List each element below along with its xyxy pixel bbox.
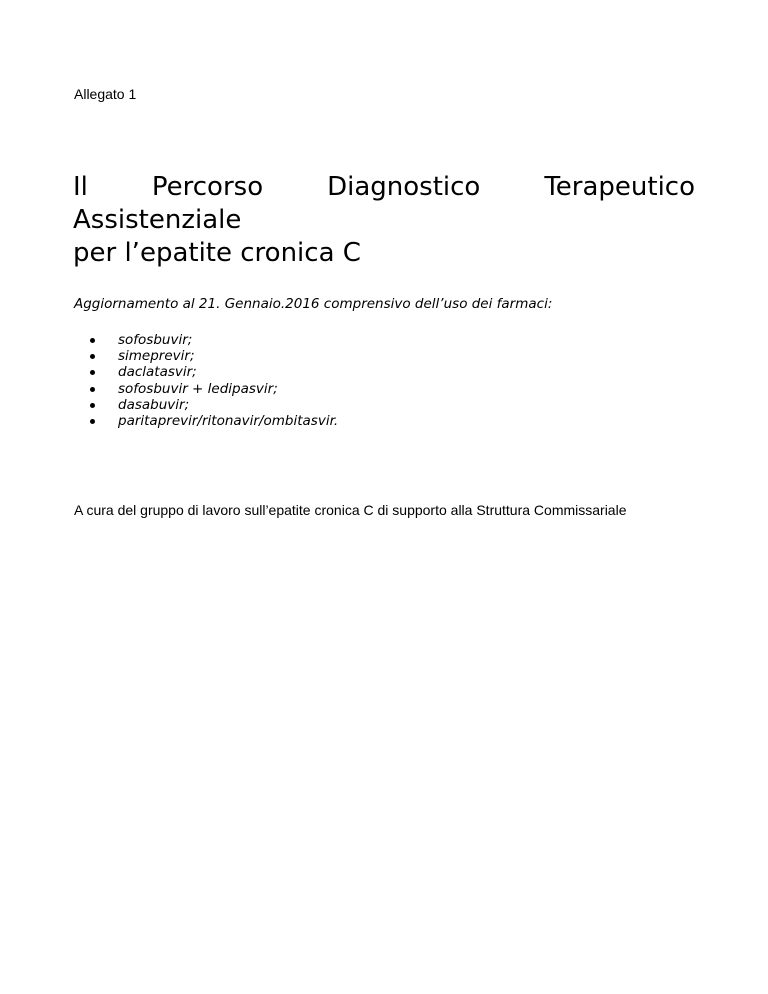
drug-name: sofosbuvir;	[118, 332, 193, 348]
drug-name: dasabuvir;	[118, 396, 190, 413]
document-title-line-1: Il Percorso Diagnostico Terapeutico Assistenziale	[73, 172, 695, 235]
drug-list	[90, 332, 338, 429]
bullet-icon	[90, 387, 95, 392]
bullet-icon	[90, 338, 95, 343]
bullet-icon	[90, 354, 95, 359]
drug-name: daclatasvir;	[118, 364, 197, 381]
document-title-line-2: per l’epatite cronica C	[73, 238, 361, 268]
bullet-icon	[90, 370, 95, 375]
list-item	[90, 413, 338, 429]
drug-name: simeprevir;	[118, 348, 195, 365]
list-item	[90, 381, 338, 397]
bullet-icon	[90, 419, 95, 424]
list-item	[90, 364, 338, 380]
list-item	[90, 397, 338, 413]
working-group-credit: A cura del gruppo di lavoro sull’epatite cronica C di supporto alla Struttura Commissariale	[74, 502, 627, 518]
document-title	[73, 171, 695, 270]
attachment-label: Allegato 1	[74, 86, 137, 102]
bullet-icon	[90, 403, 95, 408]
list-item	[90, 332, 338, 348]
drug-name: paritaprevir/ritonavir/ombitasvir.	[118, 412, 339, 429]
update-subtitle: Aggiornamento al 21. Gennaio.2016 comprensivo dell’uso dei farmaci:	[74, 296, 553, 312]
drug-name: sofosbuvir + ledipasvir;	[118, 380, 278, 397]
list-item	[90, 348, 338, 364]
